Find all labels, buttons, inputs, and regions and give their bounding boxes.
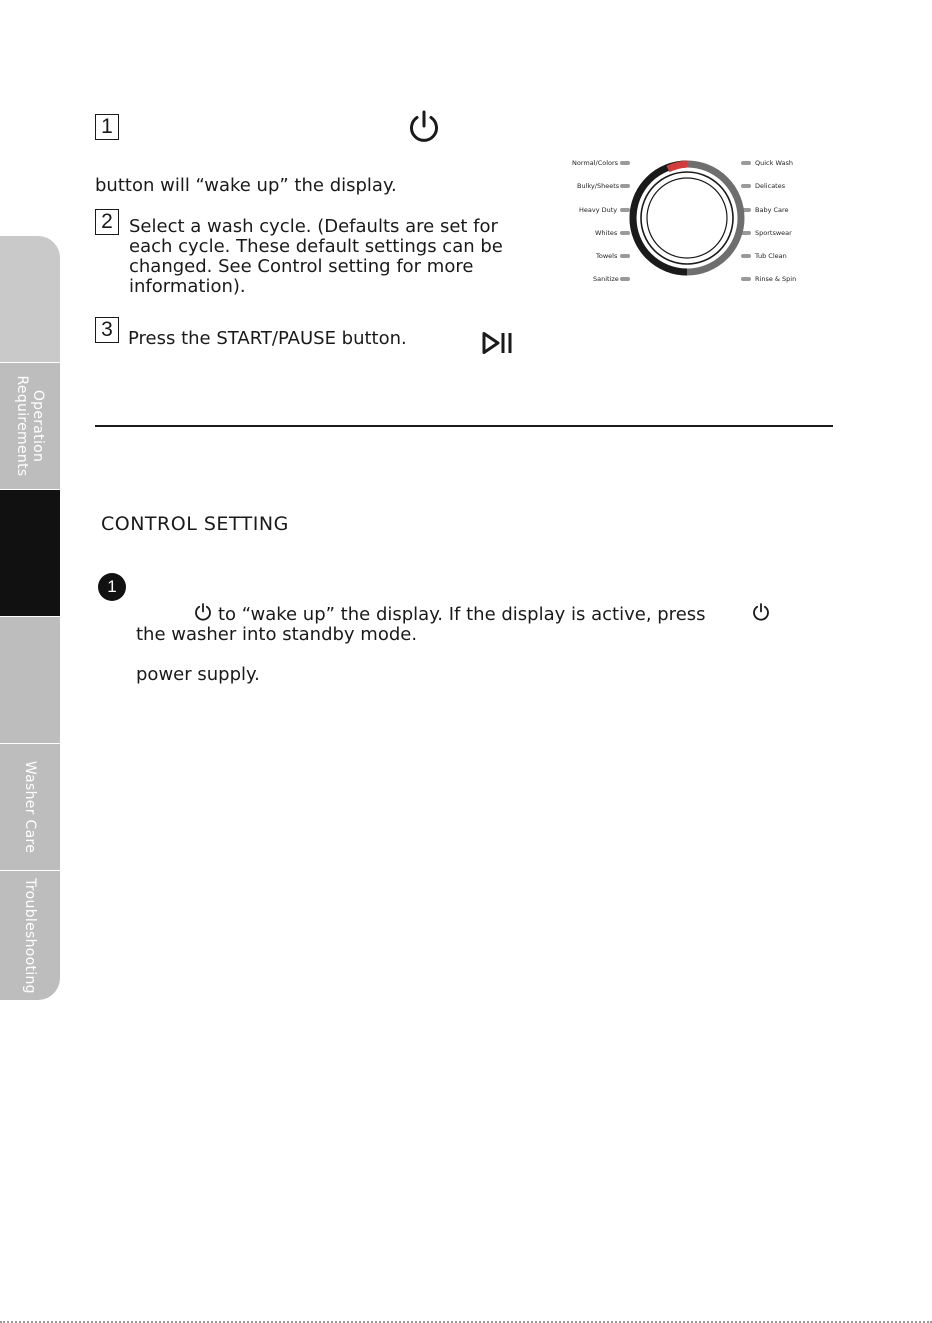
start-pause-icon xyxy=(481,331,515,355)
tab-label: Washer Care xyxy=(22,760,38,854)
side-tabs xyxy=(0,236,60,1000)
dial-label-right-4: Sportswear xyxy=(755,229,792,237)
dial-label-right-5: Tub Clean xyxy=(755,252,787,260)
control-line-2: the washer into standby mode. xyxy=(136,624,418,645)
step-2-line-1: Select a wash cycle. (Defaults are set for xyxy=(129,216,498,237)
tab-blank-2[interactable] xyxy=(0,617,60,744)
dial-label-left-4: Whites xyxy=(595,229,618,237)
tab-washer-care[interactable] xyxy=(0,744,60,871)
step-3-text: Press the START/PAUSE button. xyxy=(128,328,407,349)
dial-indicator xyxy=(620,277,630,281)
tab-label: Troubleshooting xyxy=(22,877,38,994)
dial-label-right-2: Delicates xyxy=(755,182,786,190)
step-2-line-2: each cycle. These default settings can be xyxy=(129,236,503,257)
section-divider xyxy=(95,425,833,427)
step-1-text: button will “wake up” the display. xyxy=(95,175,397,196)
step-2-line-4: information). xyxy=(129,276,246,297)
step-1-number: 1 xyxy=(95,114,119,140)
control-line-3: power supply. xyxy=(136,664,260,685)
section-heading: CONTROL SETTING xyxy=(101,513,289,535)
step-2-number: 2 xyxy=(95,209,119,235)
dial-label-left-5: Towels xyxy=(596,252,618,260)
dial-label-right-6: Rinse & Spin xyxy=(755,275,797,283)
dial-label-left-2: Bulky/Sheets xyxy=(577,182,620,190)
dial-label-left-6: Sanitize xyxy=(593,275,619,283)
bullet-number: 1 xyxy=(98,573,126,601)
tab-operation-requirements[interactable] xyxy=(0,363,60,490)
tab-blank-1[interactable] xyxy=(0,236,60,363)
dial-indicator xyxy=(741,277,751,281)
dial-label-right-3: Baby Care xyxy=(755,206,789,214)
tab-active[interactable] xyxy=(0,490,60,617)
tab-label: Operation Requirements xyxy=(14,375,46,477)
tab-troubleshooting[interactable] xyxy=(0,871,60,1000)
step-2-line-3: changed. See Control setting for more xyxy=(129,256,474,277)
step-3-number: 3 xyxy=(95,317,119,343)
dial-label-left-3: Heavy Duty xyxy=(579,206,618,214)
control-line-1: to “wake up” the display. If the display is active, press xyxy=(218,604,706,625)
power-icon xyxy=(751,602,771,622)
dial-label-right-1: Quick Wash xyxy=(755,159,793,167)
dial-ring-text: Steam Cycle xyxy=(636,154,660,185)
dial-label-left-1: Normal/Colors xyxy=(572,159,619,167)
power-icon xyxy=(193,602,213,622)
power-icon xyxy=(406,109,442,145)
